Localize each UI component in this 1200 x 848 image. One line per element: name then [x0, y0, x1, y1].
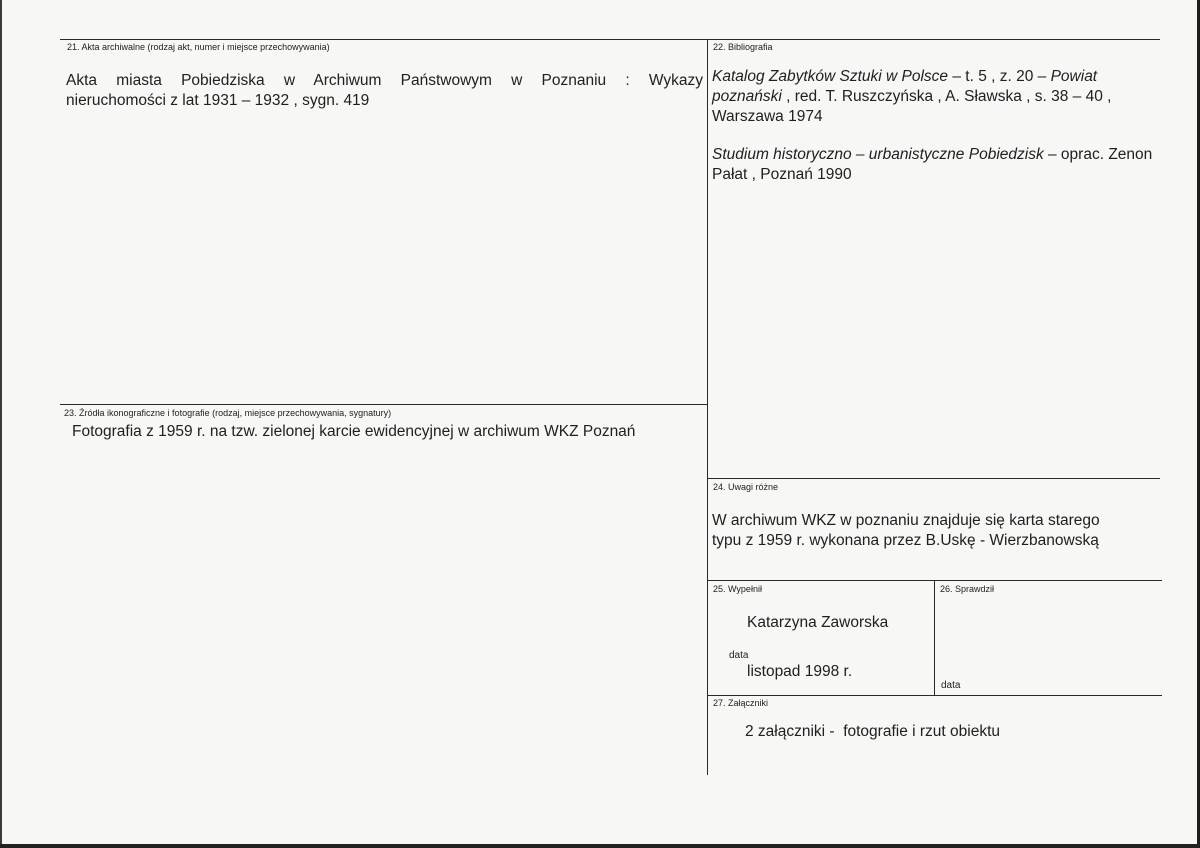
scan-edge-left [0, 0, 2, 848]
bibliography-entry-2 [712, 145, 1157, 185]
divider-21-23 [60, 404, 707, 405]
filled-by-date: listopad 1998 r. [747, 663, 853, 680]
section-25-date-label: data [729, 650, 749, 661]
scan-edge-bottom [0, 844, 1200, 848]
bibliography-entry-2-title: Studium historyczno – urbanistyczne Pobiedzisk [712, 146, 1044, 163]
bibliography-entry-1-details-b: , red. T. Ruszczyńska , A. Sławska , s. 38 – 40 , Warszawa 1974 [712, 88, 1112, 125]
section-21-text [66, 71, 703, 111]
bibliography-entry-2-details: – oprac. Zenon Pałat , Poznań 1990 [712, 146, 1153, 183]
section-27-text: 2 załączniki - fotografie i rzut obiektu [745, 723, 1001, 740]
section-21-label: 21. Akta archiwalne (rodzaj akt, numer i miejsce przechowywania) [67, 42, 330, 52]
section-24-label: 24. Uwagi różne [713, 482, 779, 492]
section-26-label: 26. Sprawdził [940, 584, 995, 594]
bibliography-entry-1 [712, 67, 1157, 127]
section-24-text-line2: typu z 1959 r. wykonana przez B.Uskę - Wierzbanowską [712, 532, 1099, 549]
section-27-label: 27. Załączniki [713, 698, 769, 708]
section-23-text: Fotografia z 1959 r. na tzw. zielonej karcie ewidencyjnej w archiwum WKZ Poznań [72, 423, 636, 440]
section-23-label: 23. Źródła ikonograficzne i fotografie (rodzaj, miejsce przechowywania, sygnatury) [64, 408, 392, 418]
divider-22-24 [707, 478, 1160, 479]
bibliography-entry-1-details-a: – t. 5 , z. 20 – [948, 68, 1051, 85]
column-divider [707, 39, 708, 775]
top-rule [60, 39, 1160, 40]
bibliography-entry-1-title-b: Powiat poznański [712, 68, 1098, 105]
filled-by-name: Katarzyna Zaworska [747, 614, 889, 631]
section-24-text [712, 511, 1100, 551]
divider-25-27 [707, 695, 1162, 696]
section-21-text-line2: nieruchomości z lat 1931 – 1932 , sygn. 419 [66, 92, 370, 109]
section-25-label: 25. Wypełnił [713, 584, 762, 594]
divider-25-26 [934, 580, 935, 696]
section-21-text-line1: Akta miasta Pobiedziska w Archiwum Państwowym w Poznaniu : Wykazy [66, 72, 703, 89]
section-24-text-line1: W archiwum WKZ w poznaniu znajduje się karta starego [712, 512, 1100, 529]
section-26-date-label: data [941, 680, 961, 691]
section-22-label: 22. Bibliografia [713, 42, 773, 52]
bibliography-entry-1-title-a: Katalog Zabytków Sztuki w Polsce [712, 68, 949, 85]
